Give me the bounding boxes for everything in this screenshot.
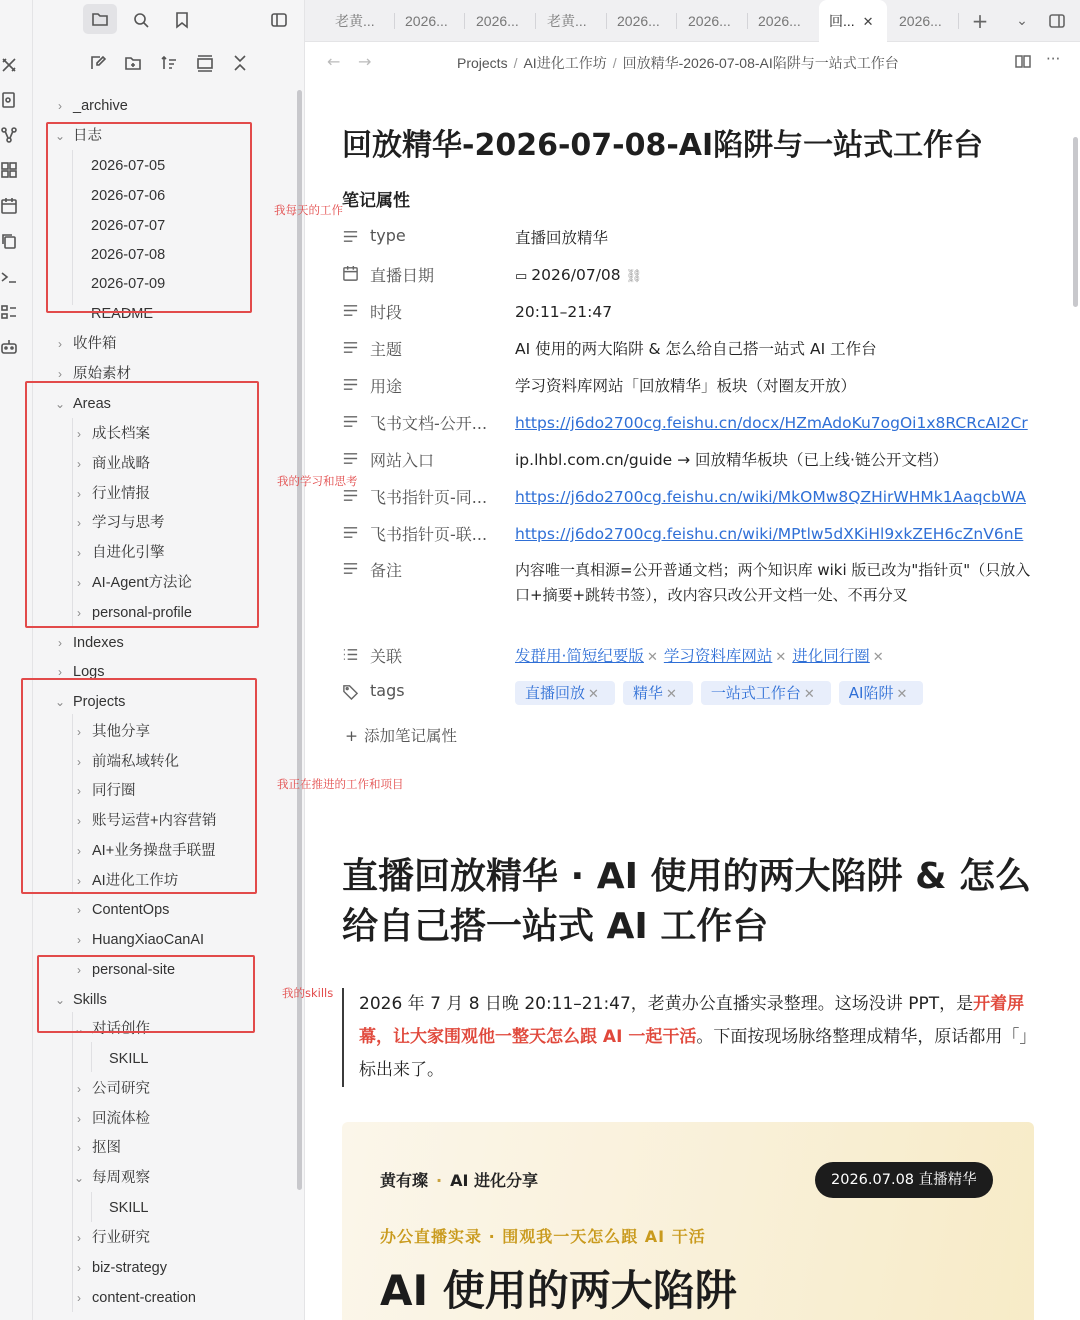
chevron-right-icon: › (77, 755, 81, 769)
canvas-icon[interactable] (0, 161, 18, 179)
heading-1[interactable]: 直播回放精华 · AI 使用的两大陷阱 & 怎么给自己搭一站式 AI 工作台 (342, 856, 1031, 947)
add-property-button[interactable] (345, 724, 457, 746)
chevron-right-icon: › (77, 457, 81, 471)
property-key: 飞书指针页-同... (370, 488, 488, 507)
chevron-right-icon: › (77, 903, 81, 917)
add-property-label: 添加笔记属性 (364, 727, 458, 745)
chevron-right-icon: › (77, 606, 81, 620)
tree-folder-s4[interactable] (72, 1137, 121, 1159)
file-search-icon[interactable] (0, 91, 18, 109)
tree-label: 账号运营+内容营销 (92, 813, 217, 829)
link-icon[interactable]: ⛓ (625, 269, 643, 284)
back-arrow-icon[interactable]: ← (327, 52, 341, 71)
tree-label: 其他分享 (92, 724, 150, 740)
dot-separator: · (436, 1171, 443, 1190)
text-property-icon (342, 339, 360, 357)
tab-item[interactable] (395, 0, 465, 42)
property-link[interactable]: https://j6do2700cg.feishu.cn/wiki/MPtlw5dXKiHl9xkZEH6cZnV6nE (515, 525, 1024, 543)
tree-folder-p7[interactable] (72, 899, 169, 921)
plugin-icon[interactable] (0, 56, 18, 74)
tree-label: 2026-07-08 (91, 247, 166, 263)
tab-bar (305, 0, 1080, 42)
chevron-right-icon: › (77, 933, 81, 947)
tree-folder-s5[interactable] (72, 1167, 150, 1189)
chevron-down-icon: ⌄ (54, 993, 66, 1007)
sidebar-actions (33, 52, 305, 78)
tree-label: 行业研究 (92, 1230, 150, 1246)
plus-icon: + (345, 727, 358, 745)
calendar-icon (342, 265, 360, 283)
tab-label: 2026... (899, 13, 942, 29)
chevron-right-icon: › (58, 337, 62, 351)
annotation-note-learning: 我的学习和思考 (277, 474, 358, 488)
quote-text: 2026 年 7 月 8 日晚 20:11–21:47，老黄办公直播实录整理。这场没讲 PPT，是 (359, 994, 974, 1014)
remove-icon[interactable]: ✕ (775, 650, 787, 665)
breadcrumb-separator: / (612, 55, 617, 71)
chevron-right-icon: › (77, 1261, 81, 1275)
tree-label: Indexes (73, 635, 124, 651)
annotation-note-skills: 我的skills (282, 986, 334, 1000)
tree-folder-s6[interactable] (72, 1227, 150, 1249)
tree-label: 回流体检 (92, 1111, 150, 1127)
text-property-icon (342, 413, 360, 431)
right-sidebar-toggle-icon[interactable] (1046, 10, 1068, 32)
tree-label: 原始素材 (73, 366, 131, 382)
tag-label: 直播回放 (525, 684, 586, 702)
tree-label: 成长档案 (92, 426, 150, 442)
chevron-right-icon: › (77, 814, 81, 828)
tree-folder-inbox[interactable] (53, 333, 117, 355)
tree-folder-s8[interactable] (72, 1287, 196, 1309)
property-key: 直播日期 (370, 266, 435, 285)
terminal-icon[interactable] (0, 268, 18, 286)
property-key: 主题 (370, 340, 403, 359)
chevron-right-icon: › (77, 725, 81, 739)
property-value[interactable]: ip.lhbl.com.cn/guide → 回放精华板块（已上线·链公开文档） (515, 451, 948, 469)
banner-subtitle: 办公直播实录 · 围观我一天怎么跟 AI 干活 (380, 1227, 706, 1246)
tree-label: AI-Agent方法论 (92, 575, 192, 591)
chevron-right-icon: › (77, 963, 81, 977)
navigation-bar (305, 42, 1080, 82)
remove-icon[interactable]: ✕ (665, 687, 677, 702)
chevron-down-icon: ⌄ (73, 1022, 85, 1036)
more-options-icon[interactable]: ··· (1046, 50, 1061, 68)
tree-folder-indexes[interactable] (53, 632, 124, 654)
breadcrumb-item[interactable]: Projects (457, 55, 508, 71)
bot-icon[interactable] (0, 338, 18, 356)
tree-label: 2026-07-06 (91, 188, 166, 204)
chevron-right-icon: › (77, 487, 81, 501)
breadcrumb-item[interactable]: 回放精华-2026-07-08-AI陷阱与一站式工作台 (622, 55, 899, 71)
breadcrumb-separator: / (513, 55, 518, 71)
close-icon[interactable]: ✕ (862, 14, 874, 29)
cover-image (342, 1122, 1034, 1320)
page-title[interactable]: 回放精华-2026-07-08-AI陷阱与一站式工作台 (342, 128, 984, 163)
chevron-right-icon: › (77, 576, 81, 590)
tree-label: 自进化引擎 (92, 545, 165, 561)
banner-date-pill: 2026.07.08 直播精华 (815, 1162, 993, 1198)
tab-item[interactable] (748, 0, 818, 42)
annotation-box-projects (21, 678, 257, 894)
tree-folder-p8[interactable] (72, 929, 204, 951)
annotation-box-daily (46, 122, 252, 313)
tag-chip[interactable] (515, 681, 615, 705)
tab-item[interactable] (889, 0, 959, 42)
property-link[interactable]: https://j6do2700cg.feishu.cn/wiki/MkOMw8QZHirWHMk1AaqcbWA (515, 488, 1026, 506)
quote-highlight: 开着屏幕，让大家围观他一整天怎么跟 AI 一起干活 (359, 994, 1025, 1047)
chevron-right-icon: › (77, 1141, 81, 1155)
tree-folder-s3[interactable] (72, 1108, 150, 1130)
property-key: 飞书文档-公开... (370, 414, 488, 433)
tree-label: biz-strategy (92, 1260, 167, 1276)
tab-label: 2026... (758, 13, 801, 29)
chevron-right-icon: › (77, 874, 81, 888)
quote-text: 。下面按现场脉络整理成精华，原话都用「」标出来了。 (359, 1027, 1037, 1080)
text-property-icon (342, 560, 360, 578)
banner-author: 黄有璨 (380, 1171, 429, 1190)
chevron-right-icon: › (58, 367, 62, 381)
list-property-icon (342, 646, 360, 664)
tree-label: Projects (73, 694, 126, 710)
tag-label: AI陷阱 (848, 684, 894, 702)
remove-icon[interactable]: ✕ (803, 687, 815, 702)
text-property-icon (342, 524, 360, 542)
property-key: 飞书指针页-联... (370, 525, 488, 544)
property-key: type (370, 226, 406, 245)
property-value[interactable] (515, 263, 1033, 289)
property-value[interactable]: 直播回放精华 (515, 229, 609, 247)
note-editor (305, 82, 1080, 1320)
tree-label: 行业情报 (92, 486, 150, 502)
tag-chip[interactable] (623, 681, 693, 705)
forward-arrow-icon[interactable]: → (358, 52, 372, 71)
tab-item[interactable] (678, 0, 748, 42)
breadcrumb (457, 53, 899, 73)
tab-item[interactable] (325, 0, 395, 42)
left-ribbon (0, 0, 33, 1320)
chevron-right-icon: › (77, 1231, 81, 1245)
remove-icon[interactable]: ✕ (872, 650, 884, 665)
chevron-right-icon: › (58, 636, 62, 650)
tab-label: 2026... (617, 13, 660, 29)
tree-label: Skills (73, 992, 107, 1008)
banner-byline (380, 1168, 538, 1191)
chevron-down-icon[interactable]: ⌄ (1016, 13, 1028, 29)
tree-folder-archive[interactable] (53, 95, 128, 117)
tab-label: 2026... (405, 13, 448, 29)
tree-label: 学习与思考 (92, 515, 165, 531)
tab-label: 老黄... (547, 13, 587, 29)
property-link[interactable]: https://j6do2700cg.feishu.cn/docx/HZmAdoKu7ogOi1x8RCRcAI2Cr (515, 414, 1028, 432)
chevron-down-icon: ⌄ (54, 695, 66, 709)
annotation-box-learning (25, 381, 259, 628)
tree-label: content-creation (92, 1290, 196, 1306)
tab-label: 2026... (476, 13, 519, 29)
chevron-right-icon: › (77, 1082, 81, 1096)
banner-headline: AI 使用的两大陷阱 (380, 1266, 737, 1315)
new-note-icon[interactable] (87, 52, 109, 74)
properties-heading[interactable]: 笔记属性 (342, 191, 410, 211)
tag-label: 一站式工作台 (710, 684, 801, 702)
tree-label: AI进化工作坊 (92, 873, 179, 889)
chevron-down-icon: ⌄ (73, 1171, 85, 1185)
tab-label: 回... (829, 13, 855, 29)
property-key: 备注 (370, 561, 403, 580)
tree-label: 对话创作 (92, 1021, 150, 1037)
tree-label: README (91, 306, 154, 322)
reading-mode-icon[interactable] (1014, 52, 1032, 74)
tree-label: Areas (73, 396, 111, 412)
tag-chip[interactable] (701, 681, 831, 705)
text-property-icon (342, 376, 360, 394)
property-value[interactable]: AI 使用的两大陷阱 & 怎么给自己搭一站式 AI 工作台 (515, 340, 877, 358)
sidebar-top-bar (33, 0, 305, 40)
property-key: 时段 (370, 303, 403, 322)
content-scrollbar[interactable] (1073, 137, 1078, 307)
tree-label: 收件箱 (73, 336, 117, 352)
tree-label: personal-site (92, 962, 176, 978)
property-value (515, 644, 1033, 670)
new-folder-icon[interactable] (122, 52, 144, 74)
property-value[interactable]: 20:11–21:47 (515, 303, 613, 321)
tab-item-active[interactable] (819, 0, 887, 42)
text-property-icon (342, 302, 360, 320)
chevron-down-icon: ⌄ (54, 397, 66, 411)
tag-chip[interactable] (839, 681, 924, 705)
tree-label: 每周观察 (92, 1170, 150, 1186)
remove-icon[interactable]: ✕ (646, 650, 658, 665)
related-link[interactable]: 发群用·简短纪要版 (515, 647, 644, 665)
annotation-box-skills (37, 955, 255, 1033)
tree-label: SKILL (109, 1051, 149, 1067)
date-icon: ▭ (515, 269, 528, 284)
related-link[interactable]: 进化同行圈 (792, 647, 870, 665)
tree-file-skill[interactable] (109, 1197, 149, 1219)
collapse-view-icon[interactable] (194, 52, 216, 74)
chevron-right-icon: › (77, 784, 81, 798)
tree-label: 同行圈 (92, 783, 136, 799)
date-value: 2026/07/08 (531, 266, 621, 284)
search-icon[interactable] (129, 8, 153, 32)
property-value[interactable]: 学习资料库网站「回放精华」板块（对圈友开放） (515, 377, 857, 395)
tree-label: Logs (73, 664, 105, 680)
property-value (515, 681, 1033, 706)
tab-label: 2026... (688, 13, 731, 29)
tag-label: 精华 (632, 684, 663, 702)
tab-label: 老黄... (335, 13, 375, 29)
property-key: 用途 (370, 377, 403, 396)
tree-folder-s7[interactable] (72, 1257, 167, 1279)
remove-icon[interactable]: ✕ (896, 687, 908, 702)
tree-label: 商业战略 (92, 456, 150, 472)
annotation-note-daily: 我每天的工作 (274, 203, 343, 217)
text-property-icon (342, 487, 360, 505)
text-property-icon (342, 450, 360, 468)
related-link[interactable]: 学习资料库网站 (663, 647, 773, 665)
sidebar-scrollbar[interactable] (297, 90, 302, 1190)
folder-icon[interactable] (83, 4, 117, 34)
tree-label: ContentOps (92, 902, 170, 918)
tree-label: AI+业务操盘手联盟 (92, 843, 216, 859)
tree-label: 前端私域转化 (92, 754, 179, 770)
remove-icon[interactable]: ✕ (588, 687, 599, 702)
chevron-right-icon: › (77, 546, 81, 560)
tree-label: personal-profile (92, 605, 192, 621)
tree-label: _archive (73, 98, 128, 114)
text-property-icon (342, 228, 360, 246)
property-key: 关联 (370, 647, 403, 666)
collapse-all-icon[interactable] (229, 52, 251, 74)
sidebar-toggle-icon[interactable] (267, 8, 291, 32)
chevron-right-icon: › (77, 516, 81, 530)
copy-icon[interactable] (0, 232, 18, 250)
graph-icon[interactable] (0, 126, 18, 144)
tree-label: 公司研究 (92, 1081, 150, 1097)
tree-file-skill[interactable] (109, 1048, 149, 1070)
chevron-down-icon: ⌄ (54, 129, 66, 143)
tree-label: 日志 (73, 128, 102, 144)
sort-icon[interactable] (158, 52, 180, 74)
tab-item[interactable] (466, 0, 536, 42)
tree-label: 2026-07-05 (91, 158, 166, 174)
tab-item[interactable] (537, 0, 607, 42)
tree-label: HuangXiaoCanAI (92, 932, 205, 948)
tree-label: 抠图 (92, 1140, 121, 1156)
tag-icon (342, 683, 360, 701)
banner-series: AI 进化分享 (450, 1171, 539, 1190)
tree-label: 2026-07-07 (91, 218, 166, 234)
calendar-icon[interactable] (0, 197, 18, 215)
chevron-right-icon: › (77, 1291, 81, 1305)
new-tab-icon[interactable]: + (971, 9, 989, 33)
annotation-note-projects: 我正在推进的工作和项目 (277, 777, 404, 791)
tree-folder-s2[interactable] (72, 1078, 150, 1100)
chevron-right-icon: › (77, 427, 81, 441)
property-key: 网站入口 (370, 451, 435, 470)
breadcrumb-item[interactable]: AI进化工作坊 (523, 55, 607, 71)
tree-label: 2026-07-09 (91, 276, 166, 292)
list-icon[interactable] (0, 303, 18, 321)
property-key: tags (370, 681, 405, 700)
chevron-right-icon: › (58, 99, 62, 113)
bookmark-icon[interactable] (170, 8, 194, 32)
chevron-right-icon: › (77, 1112, 81, 1126)
property-value[interactable]: 内容唯一真相源=公开普通文档；两个知识库 wiki 版已改为"指针页"（只放入口+摘要+跳转书签），改内容只改公开文档一处、不再分叉 (515, 561, 1031, 604)
tree-label: SKILL (109, 1200, 149, 1216)
tab-item[interactable] (607, 0, 677, 42)
blockquote[interactable] (342, 988, 1042, 1087)
chevron-right-icon: › (58, 665, 62, 679)
chevron-right-icon: › (77, 844, 81, 858)
